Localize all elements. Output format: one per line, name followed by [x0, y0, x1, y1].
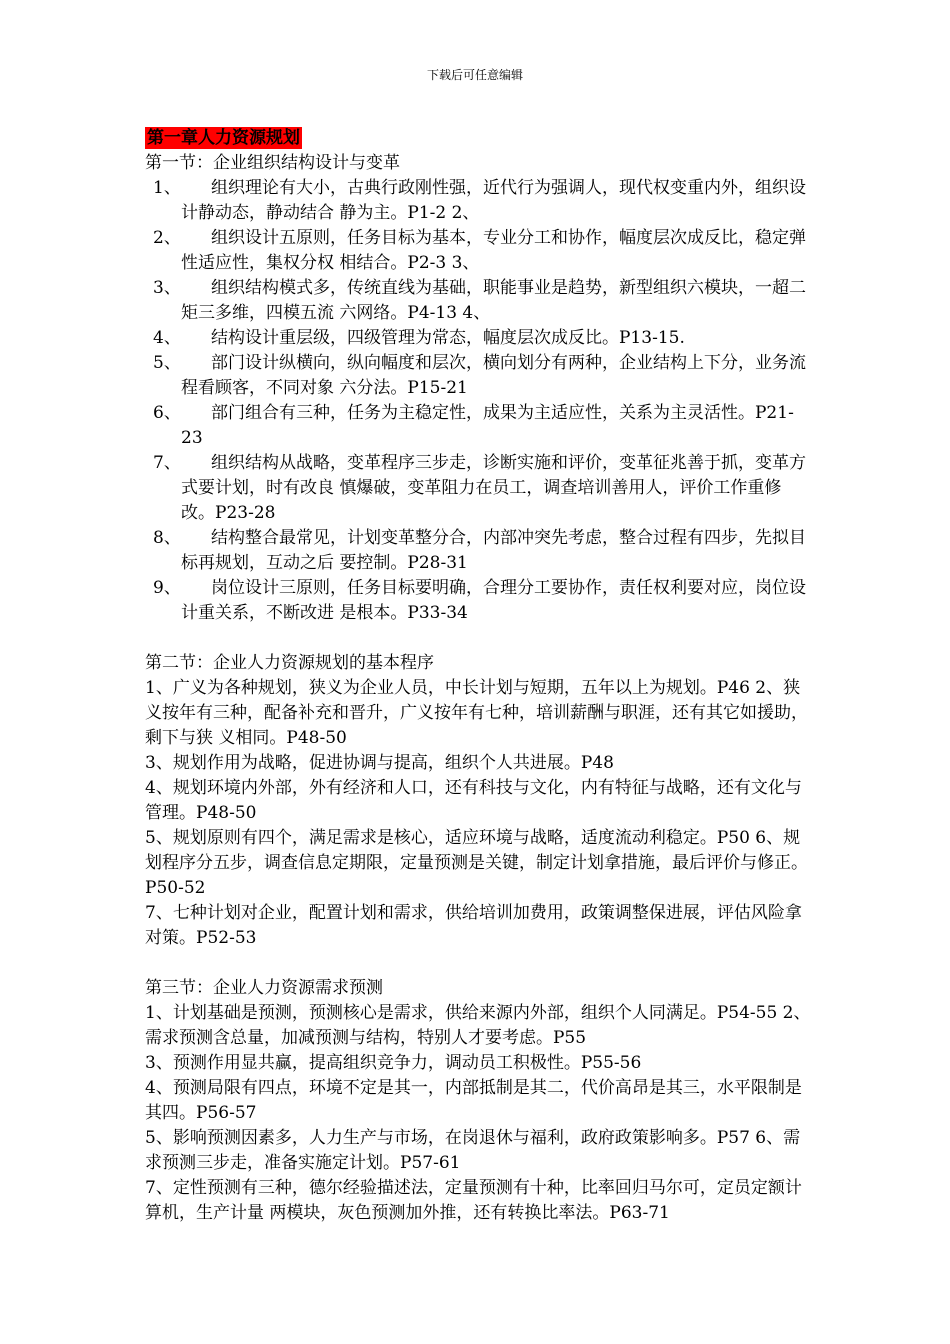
list-number: 4、: [153, 328, 181, 348]
paragraph: 7、七种计划对企业，配置计划和需求，供给培训加费用，政策调整保进展，评估风险拿对策。P52-53: [145, 903, 802, 948]
paragraph: 5、规划原则有四个，满足需求是核心，适应环境与战略，适度流动利稳定。P50 6、规划程序分五步，调查信息定期限，定量预测是关键，制定计划拿措施，最后评价与修正。P50-52: [145, 828, 808, 898]
section-3: [145, 976, 815, 1226]
section-title: 第一节：企业组织结构设计与变革: [145, 153, 400, 173]
section-spacer: [145, 951, 815, 976]
list-item: [145, 226, 815, 276]
list-number: 1、: [153, 178, 181, 198]
list-item: [145, 276, 815, 326]
list-number: 3、: [153, 278, 181, 298]
paragraph: 4、预测局限有四点，环境不定是其一，内部抵制是其二，代价高昂是其三，水平限制是其四。P56-57: [145, 1078, 802, 1123]
list-text: 部门设计纵横向，纵向幅度和层次，横向划分有两种，企业结构上下分，业务流程看顾客，不同对象 六分法。P15-21: [181, 353, 806, 398]
list-text: 组织理论有大小，古典行政刚性强，近代行为强调人，现代权变重内外，组织设计静动态，静动结合 静为主。P1-2 2、: [181, 178, 806, 223]
section-2: [145, 651, 815, 951]
list-text: 组织结构模式多，传统直线为基础，职能事业是趋势，新型组织六模块，一超二矩三多维，四模五流 六网络。P4-13 4、: [181, 278, 806, 323]
page-header: 下载后可任意编辑: [426, 68, 523, 82]
list-number: 7、: [153, 453, 181, 473]
list-item: [145, 326, 815, 351]
list-text: 结构整合最常见，计划变革整分合，内部冲突先考虑，整合过程有四步，先拟目标再规划，互动之后 要控制。P28-31: [181, 528, 806, 573]
list-number: 6、: [153, 403, 181, 423]
paragraph: 7、定性预测有三种，德尔经验描述法，定量预测有十种，比率回归马尔可，定员定额计算机，生产计量 两模块，灰色预测加外推，还有转换比率法。P63-71: [145, 1178, 802, 1223]
list-number: 8、: [153, 528, 181, 548]
paragraph: 3、规划作用为战略，促进协调与提高，组织个人共进展。P48: [145, 753, 614, 773]
paragraph: 4、规划环境内外部，外有经济和人口，还有科技与文化，内有特征与战略，还有文化与管理。P48-50: [145, 778, 802, 823]
section-1: [145, 151, 815, 626]
paragraph: 3、预测作用显共赢，提高组织竞争力，调动员工积极性。P55-56: [145, 1053, 642, 1073]
chapter-title: 第一章人力资源规划: [147, 128, 300, 148]
list-item: [145, 176, 815, 226]
section-spacer: [145, 626, 815, 651]
list-number: 9、: [153, 578, 181, 598]
paragraph: 1、广义为各种规划，狭义为企业人员，中长计划与短期，五年以上为规划。P46 2、狭义按年有三种，配备补充和晋升，广义按年有七种，培训薪酬与职涯，还有其它如援助，剩下与狭 义相同。P48-50: [145, 678, 808, 748]
list-text: 组织结构从战略，变革程序三步走，诊断实施和评价，变革征兆善于抓，变革方式要计划，时有改良 慎爆破，变革阻力在员工，调查培训善用人，评价工作重修改。P23-28: [181, 453, 806, 523]
list-item: [145, 351, 815, 401]
list-item: [145, 576, 815, 626]
list-text: 组织设计五原则，任务目标为基本，专业分工和协作，幅度层次成反比，稳定弹性适应性，集权分权 相结合。P2-3 3、: [181, 228, 806, 273]
numbered-list: [145, 176, 815, 626]
document-body: [145, 126, 815, 1226]
list-text: 部门组合有三种，任务为主稳定性，成果为主适应性，关系为主灵活性。P21-23: [181, 403, 794, 448]
paragraph: 5、影响预测因素多，人力生产与市场，在岗退休与福利，政府政策影响多。P57 6、需求预测三步走，准备实施定计划。P57-61: [145, 1128, 801, 1173]
list-text: 结构设计重层级，四级管理为常态，幅度层次成反比。P13-15.: [211, 328, 685, 348]
paragraph: 1、计划基础是预测，预测核心是需求，供给来源内外部，组织个人同满足。P54-55 2、需求预测含总量，加减预测与结构，特别人才要考虑。P55: [145, 1003, 811, 1048]
list-item: [145, 526, 815, 576]
list-item: [145, 451, 815, 526]
section-title: 第三节：企业人力资源需求预测: [145, 978, 383, 998]
list-item: [145, 401, 815, 451]
list-text: 岗位设计三原则，任务目标要明确，合理分工要协作，责任权利要对应，岗位设计重关系，不断改进 是根本。P33-34: [181, 578, 806, 623]
section-title: 第二节：企业人力资源规划的基本程序: [145, 653, 434, 673]
list-number: 2、: [153, 228, 181, 248]
list-number: 5、: [153, 353, 181, 373]
